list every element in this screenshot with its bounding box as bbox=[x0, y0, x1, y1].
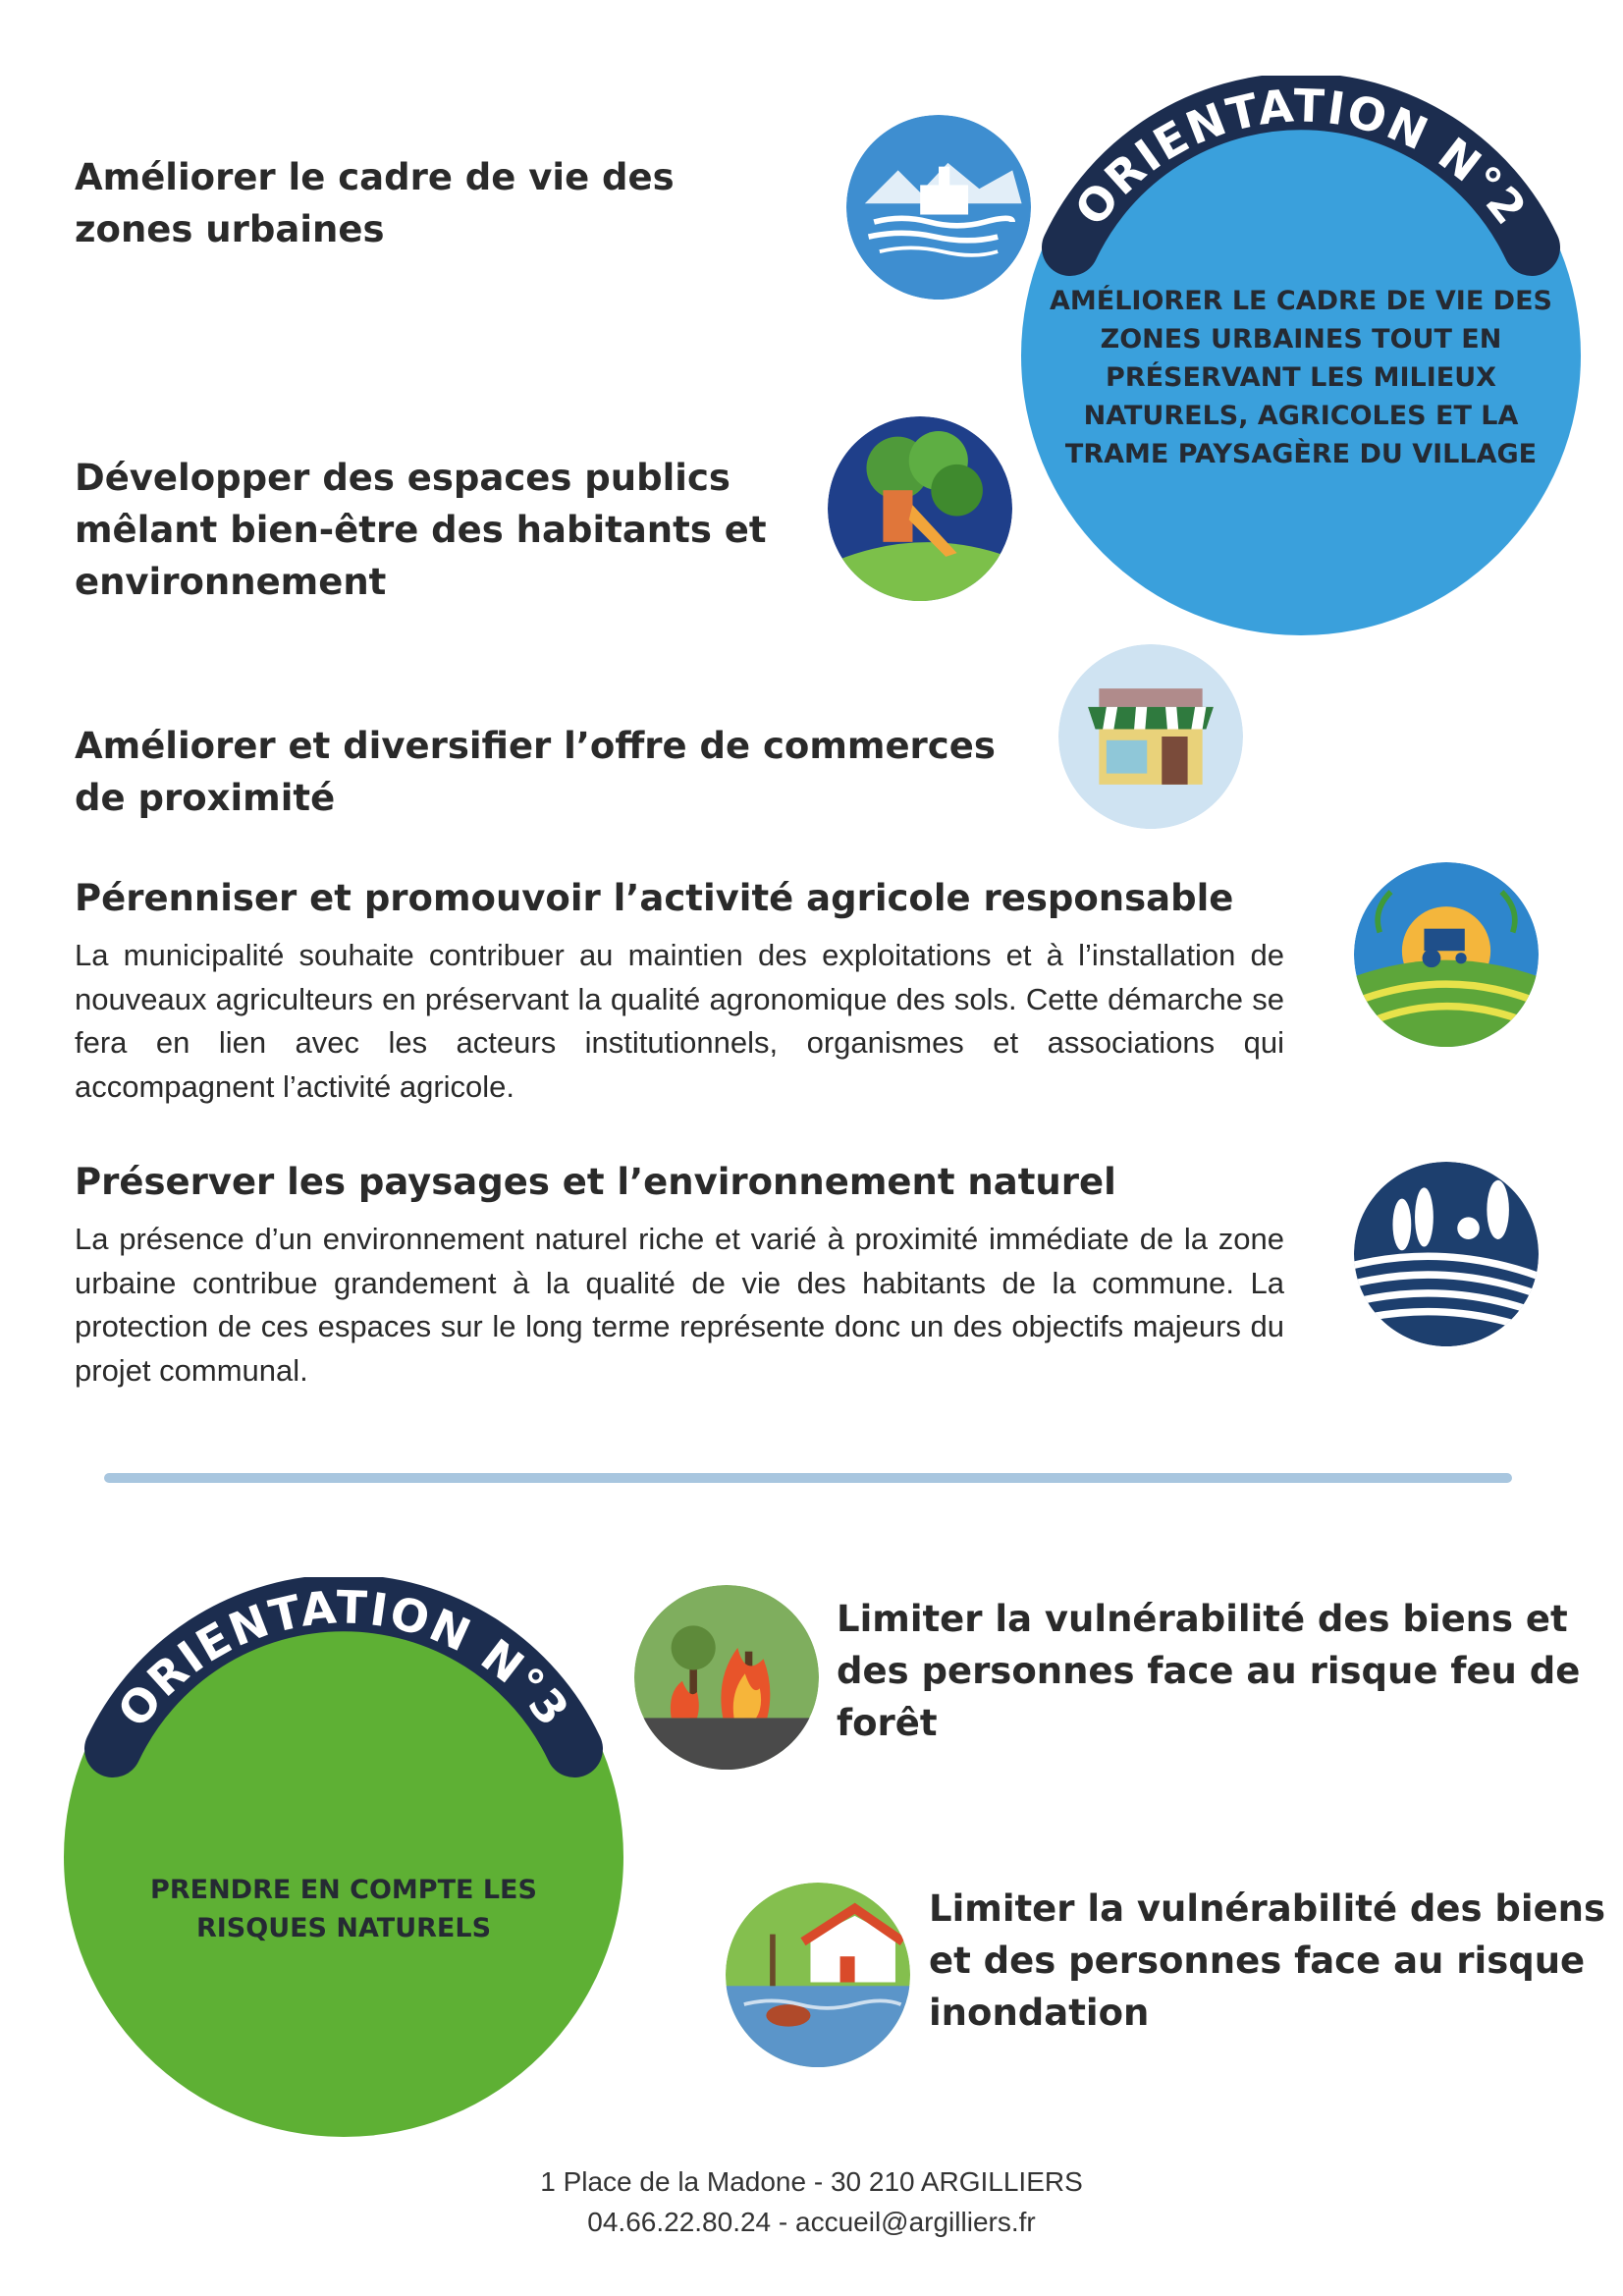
item-espaces-publics-title: Développer des espaces publics mêlant bien-être des habitants et environnement bbox=[75, 457, 767, 603]
item-commerces-title: Améliorer et diversifier l’offre de commerces de proximité bbox=[75, 725, 996, 819]
orientation-2-badge-label: ORIENTATION N°2 bbox=[1064, 79, 1539, 236]
landscape-icon bbox=[1354, 1162, 1539, 1346]
flood-icon bbox=[726, 1883, 910, 2067]
svg-text:ORIENTATION N°3 bbox=[107, 1580, 580, 1736]
village-icon bbox=[846, 115, 1031, 300]
orientation-2-text: AMÉLIORER LE CADRE DE VIE DES ZONES URBAINES TOUT EN PRÉSERVANT LES MILIEUX NATURELS, AGRICOLES ET LA TRAME PAYSAGÈRE DU VILLAGE bbox=[1050, 286, 1552, 469]
shop-icon bbox=[1058, 644, 1243, 829]
svg-text:ORIENTATION N°2 bbox=[1064, 79, 1538, 235]
orientation-3-badge-label: ORIENTATION N°3 bbox=[107, 1580, 581, 1737]
footer-address: 1 Place de la Madone - 30 210 ARGILLIERS bbox=[540, 2166, 1083, 2197]
forest-fire-icon bbox=[634, 1585, 819, 1770]
section-divider bbox=[104, 1473, 1512, 1483]
item-cadre-vie-title: Améliorer le cadre de vie des zones urbaines bbox=[75, 156, 675, 250]
item-inondation-title: Limiter la vulnérabilité des biens et des personnes face au risque inondation bbox=[929, 1887, 1606, 2034]
item-agricole-title: Pérenniser et promouvoir l’activité agricole responsable bbox=[75, 877, 1234, 919]
item-paysages-title: Préserver les paysages et l’environnement naturel bbox=[75, 1161, 1116, 1203]
item-paysages-text: La présence d’un environnement naturel riche et varié à proximité immédiate de la zone urbaine contribue grandement à la qualité de vie des habitants de la commune. La protection de ces espaces sur le long terme représente donc un des objectifs majeurs du projet communal. bbox=[75, 1222, 1284, 1388]
orientation-3-badge bbox=[64, 1577, 623, 2137]
tractor-icon bbox=[1354, 862, 1539, 1047]
playground-icon bbox=[828, 416, 1012, 601]
item-feu-title: Limiter la vulnérabilité des biens et des personnes face au risque feu de forêt bbox=[837, 1598, 1581, 1744]
item-agricole-text: La municipalité souhaite contribuer au maintien des exploitations et à l’installation de nouveaux agriculteurs en préservant la qualité agronomique des sols. Cette démarche se fera en lien avec les acteurs institutionnels, organismes et associations qui accompagnent l’activité agricole. bbox=[75, 938, 1284, 1104]
orientation-3-text: PRENDRE EN COMPTE LES RISQUES NATURELS bbox=[150, 1875, 537, 1943]
footer-contact: 04.66.22.80.24 - accueil@argilliers.fr bbox=[587, 2207, 1036, 2237]
